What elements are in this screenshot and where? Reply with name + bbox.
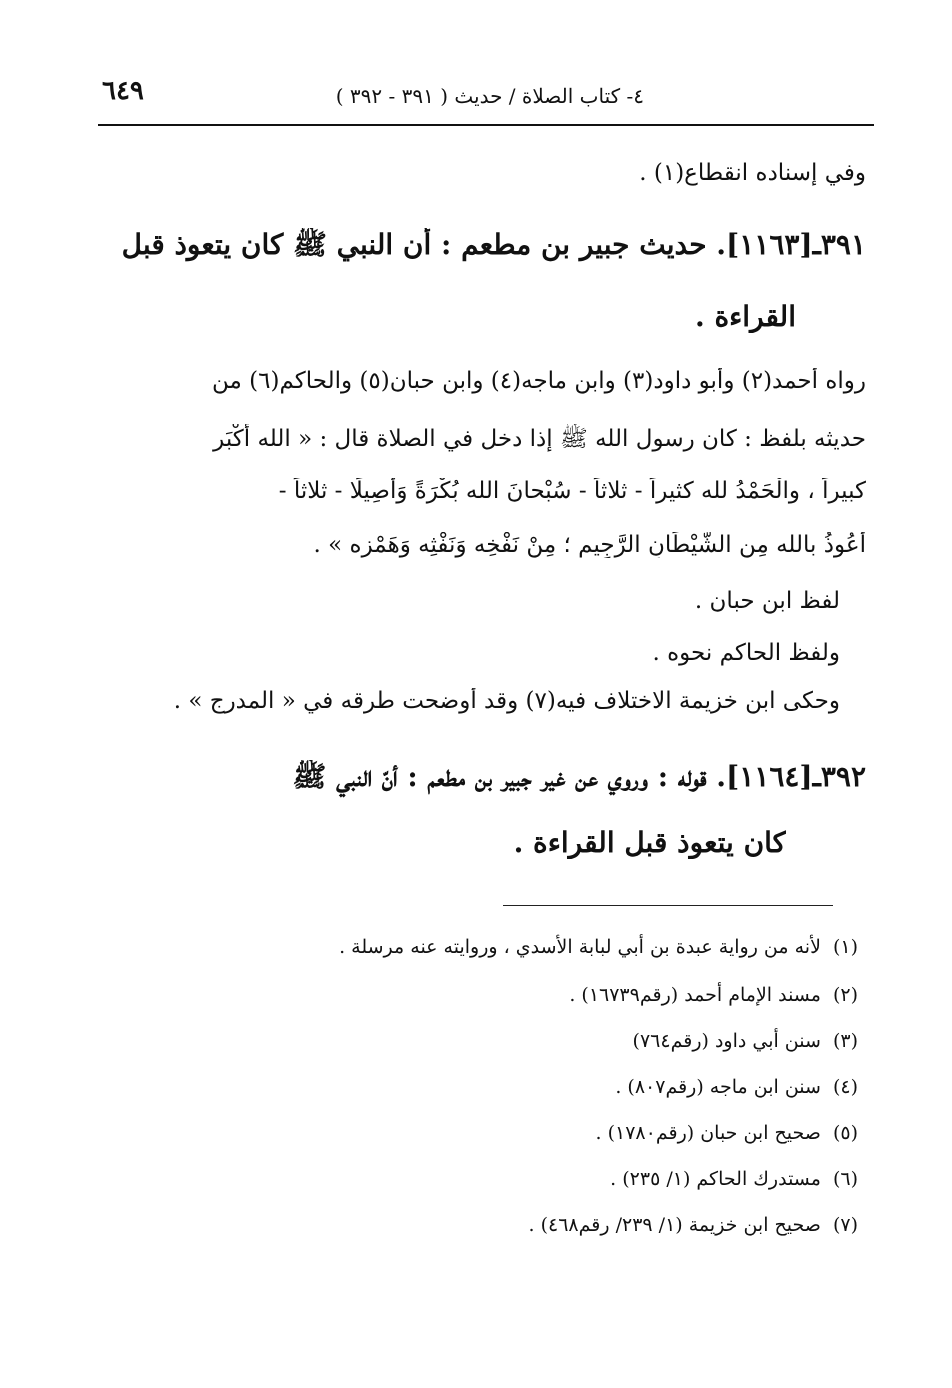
hadith-heading-392: ٣٩٢ـ[١١٦٤]. قوله : وروي عن غير جبير بن مطعم : أنّ النبي ﷺ (292, 760, 866, 793)
footnote-text: لأنه من رواية عبدة بن أبي لبابة الأسدي ، وروايته عنه مرسلة . (339, 936, 821, 958)
footnote (96, 1168, 858, 1190)
footnote-text: سنن أبي داود (رقم٧٦٤) (632, 1030, 821, 1052)
footnote-number: (١) (832, 936, 858, 958)
footnote-number: (٥) (832, 1122, 858, 1144)
footnote (96, 1122, 858, 1144)
text-line: لفظ ابن حبان . (694, 588, 840, 614)
header-rule (98, 124, 874, 126)
footnote-text: سنن ابن ماجه (رقم٨٠٧) . (615, 1076, 821, 1098)
text-line: ولفظ الحاكم نحوه . (652, 640, 840, 666)
footnote-number: (٧) (832, 1214, 858, 1236)
footnote (96, 1076, 858, 1098)
page-number: ٦٤٩ (102, 76, 144, 106)
running-title: ٤- كتاب الصلاة / حديث ( ٣٩١ - ٣٩٢ ) (335, 84, 644, 108)
footnote-text: مسند الإمام أحمد (رقم١٦٧٣٩) . (569, 984, 821, 1006)
footnote-text: صحيح ابن خزيمة (١/ ٢٣٩/ رقم٤٦٨) . (528, 1214, 821, 1236)
hadith-heading-391-cont: القراءة . (694, 300, 796, 333)
footnote-text: مستدرك الحاكم (١/ ٢٣٥) . (610, 1168, 821, 1190)
footnote (96, 984, 858, 1006)
footnote-number: (٦) (832, 1168, 858, 1190)
footnote (96, 936, 858, 958)
text-line: وفي إسناده انقطاع(١) . (639, 160, 866, 186)
footnote-number: (٢) (832, 984, 858, 1006)
footnote (96, 1030, 858, 1052)
footnote-number: (٤) (832, 1076, 858, 1098)
hadith-heading-392-cont: كان يتعوذ قبل القراءة . (513, 826, 786, 859)
text-line: رواه أحمد(٢) وأبو داود(٣) وابن ماجه(٤) وابن حبان(٥) والحاكم(٦) من (212, 368, 866, 394)
page-header (98, 76, 874, 120)
footnote (96, 1214, 858, 1236)
text-line: أَعُوذُ بالله مِن الشَّيْطَانِ الرَّجِيم ؛ مِنْ نَفْخِه وَنَفْثِه وَهَمْزِه » . (313, 532, 866, 558)
hadith-heading-391: ٣٩١ـ[١١٦٣]. حديث جبير بن مطعم : أن النبي ﷺ كان يتعوذ قبل (121, 228, 866, 261)
footnote-separator (503, 905, 833, 906)
footnote-text: صحيح ابن حبان (رقم١٧٨٠) . (595, 1122, 821, 1144)
text-line: كبيراً ، والْحَمْدُ لله كثيراً - ثلاثاً - سُبْحانَ الله بُكْرَةً وَأَصِيلًا - ثلاثاً - (278, 478, 866, 504)
text-line: وحكى ابن خزيمة الاختلاف فيه(٧) وقد أوضحت طرقه في « المدرج » . (173, 688, 840, 714)
footnote-number: (٣) (832, 1030, 858, 1052)
text-line: حديثه بلفظ : كان رسول الله ﷺ إذا دخل في الصلاة قال : « الله أَكْبَر (213, 426, 866, 452)
